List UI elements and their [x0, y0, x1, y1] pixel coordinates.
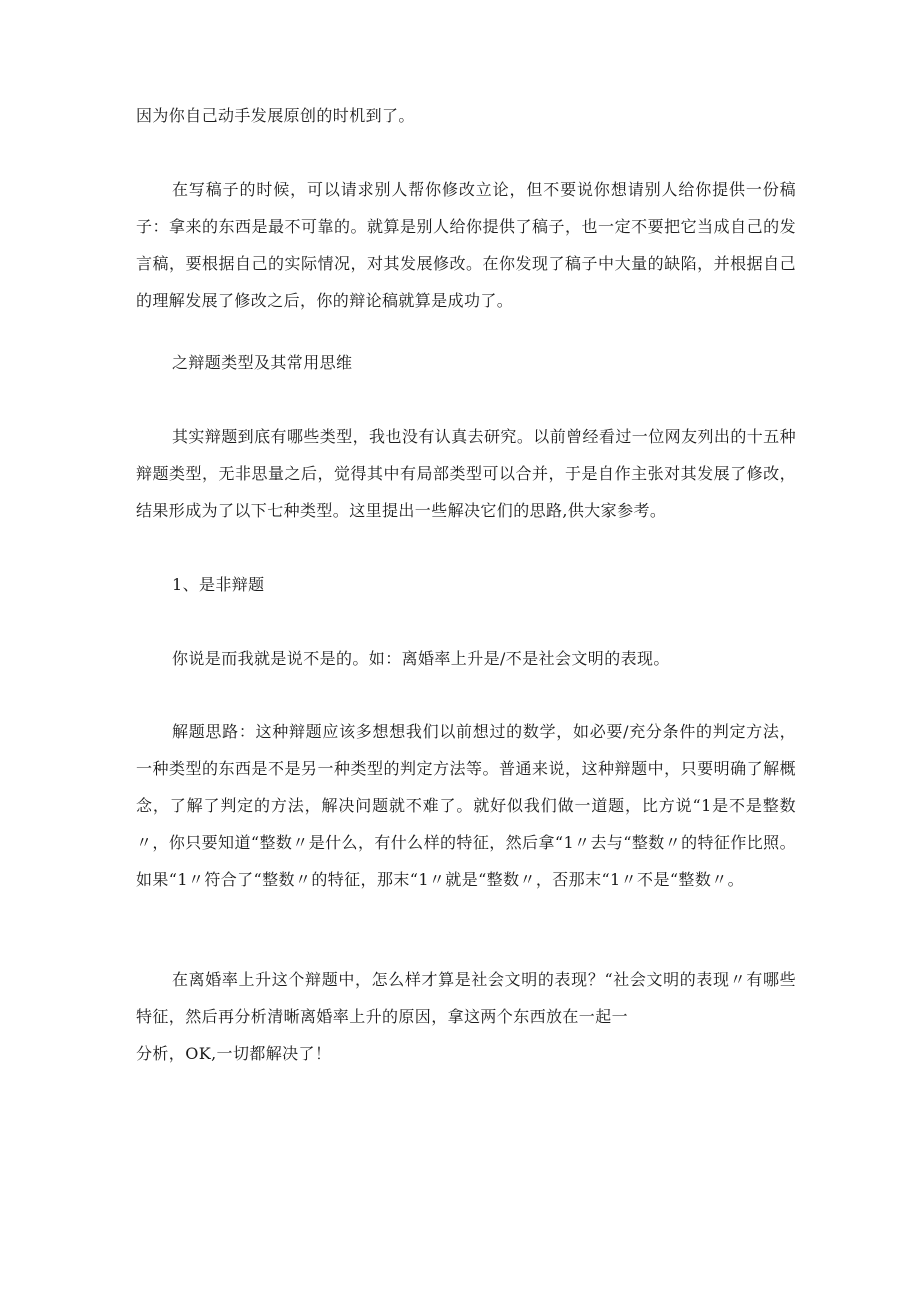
section-heading: 之辩题类型及其常用思维	[172, 353, 353, 372]
paragraph-6: 在离婚率上升这个辩题中，怎么样才算是社会文明的表现？“社会文明的表现〃有哪些特征，然后再分析清晰离婚率上升的原因，拿这两个东西放在一起一	[136, 970, 796, 1026]
paragraph-7: 分析，OK,一切都解决了！	[136, 1044, 332, 1063]
paragraph-1: 因为你自己动手发展原创的时机到了。	[136, 106, 415, 125]
paragraph-4: 你说是而我就是说不是的。如：离婚率上升是/不是社会文明的表现。	[172, 649, 670, 668]
subheading-1: 1、是非辩题	[172, 575, 265, 594]
paragraph-5: 解题思路：这种辩题应该多想想我们以前想过的数学，如必要/充分条件的判定方法，一种类型的东西是不是另一种类型的判定方法等。普通来说，这种辩题中，只要明确了解概念，了解了判定的方法，解决问题就不难了。就好似我们做一道题，比方说“1是不是整数〃，你只要知道“整数〃是什么，有什么样的特征，然后拿“1〃去与“整数〃的特征作比照。如果“1〃符合了“整数〃的特征，那末“1〃就是“整数〃，否那末“1〃不是“整数〃。	[136, 722, 796, 889]
paragraph-2: 在写稿子的时候，可以请求别人帮你修改立论，但不要说你想请别人给你提供一份稿子：拿来的东西是最不可靠的。就算是别人给你提供了稿子，也一定不要把它当成自己的发言稿，要根据自己的实际情况，对其发展修改。在你发现了稿子中大量的缺陷，并根据自己的理解发展了修改之后，你的辩论稿就算是成功了。	[136, 180, 796, 310]
paragraph-3: 其实辩题到底有哪些类型，我也没有认真去研究。以前曾经看过一位网友列出的十五种辩题类型，无非思量之后，觉得其中有局部类型可以合并，于是自作主张对其发展了修改，结果形成为了以下七种类型。这里提出一些解决它们的思路,供大家参考。	[136, 427, 796, 520]
